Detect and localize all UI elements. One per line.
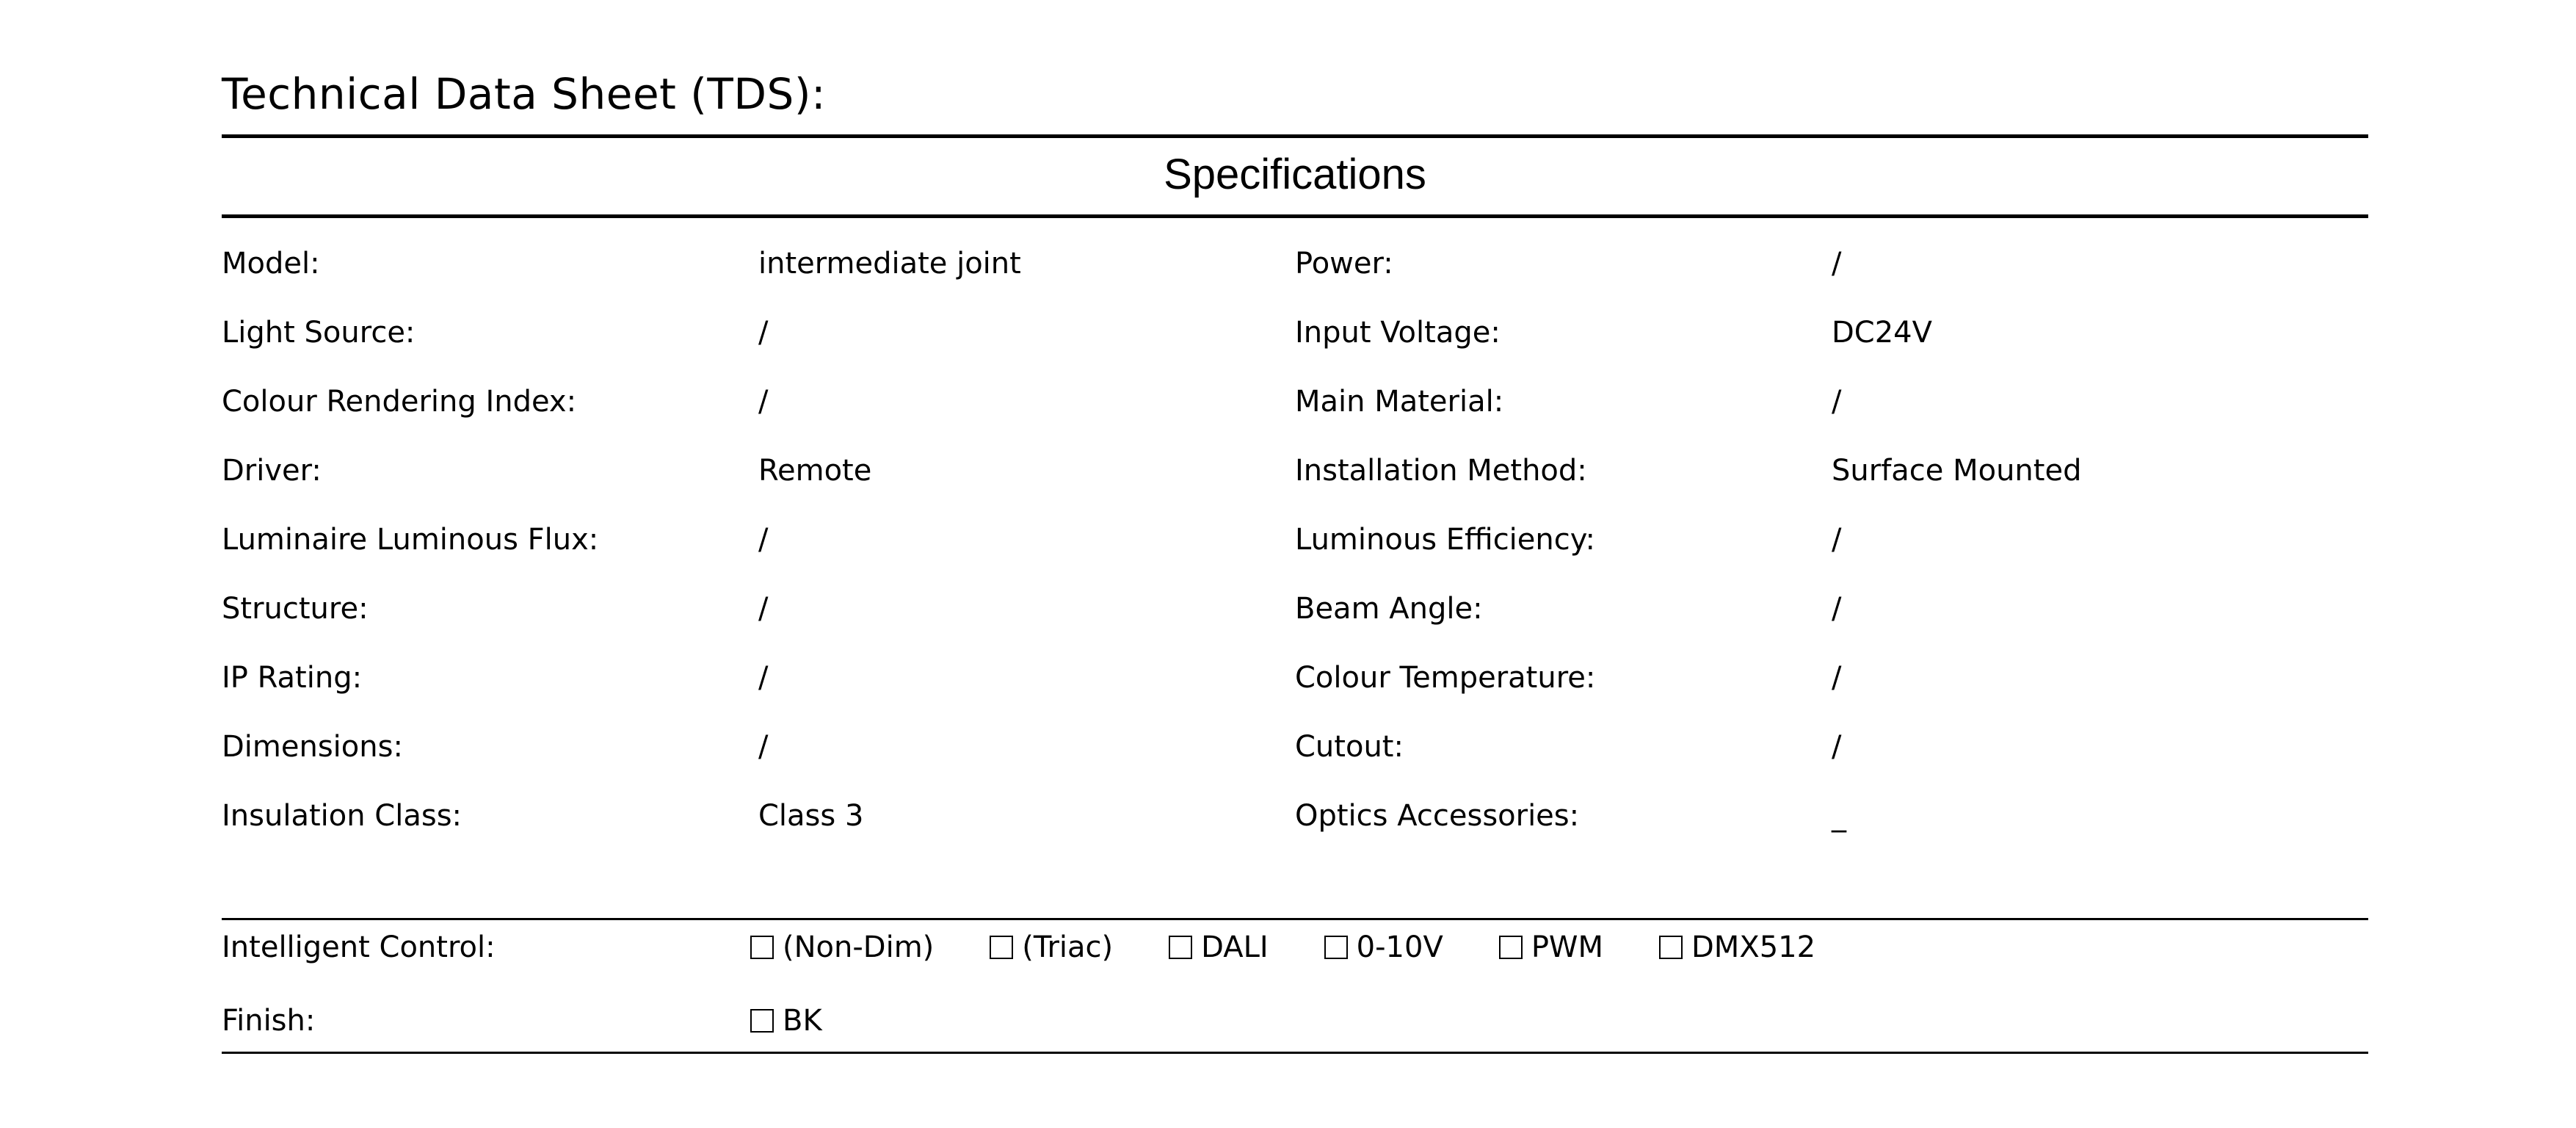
document-title: Technical Data Sheet (TDS): bbox=[222, 69, 827, 119]
spec-row bbox=[222, 574, 2368, 643]
control-option-0-10v[interactable] bbox=[1324, 930, 1443, 964]
finish-row bbox=[222, 984, 2368, 1058]
intelligent-control-label: Intelligent Control: bbox=[222, 930, 496, 964]
option-label: (Triac) bbox=[1022, 930, 1114, 964]
finish-option-bk[interactable] bbox=[750, 1004, 822, 1038]
spec-label: Luminous Efficiency: bbox=[1295, 523, 1595, 557]
spec-row bbox=[222, 229, 2368, 298]
spec-label: Beam Angle: bbox=[1295, 592, 1483, 626]
spec-label: Input Voltage: bbox=[1295, 316, 1501, 350]
spec-label: IP Rating: bbox=[222, 661, 363, 695]
spec-label: Installation Method: bbox=[1295, 454, 1587, 488]
spec-label: Cutout: bbox=[1295, 730, 1404, 764]
control-option-triac[interactable] bbox=[990, 930, 1113, 964]
spec-row bbox=[222, 781, 2368, 850]
spec-label: Model: bbox=[222, 247, 320, 281]
spec-value: / bbox=[758, 316, 769, 350]
technical-data-sheet bbox=[222, 0, 2368, 1128]
spec-value: / bbox=[758, 523, 769, 557]
control-option-pwm[interactable] bbox=[1499, 930, 1603, 964]
spec-label: Dimensions: bbox=[222, 730, 403, 764]
option-label: DALI bbox=[1201, 930, 1269, 964]
specifications-heading: Specifications bbox=[1164, 151, 1426, 198]
options-bottom-divider bbox=[222, 1052, 2368, 1054]
spec-value: / bbox=[1832, 592, 1842, 626]
checkbox[interactable] bbox=[990, 936, 1013, 959]
spec-row bbox=[222, 643, 2368, 712]
spec-label: Optics Accessories: bbox=[1295, 799, 1580, 833]
specifications-divider bbox=[222, 214, 2368, 218]
spec-value: / bbox=[758, 592, 769, 626]
checkbox[interactable] bbox=[1659, 936, 1683, 959]
option-label: DMX512 bbox=[1691, 930, 1816, 964]
spec-value: / bbox=[758, 730, 769, 764]
spec-row bbox=[222, 505, 2368, 574]
spec-label: Power: bbox=[1295, 247, 1393, 281]
control-option-dali[interactable] bbox=[1169, 930, 1269, 964]
checkbox[interactable] bbox=[1499, 936, 1523, 959]
checkbox[interactable] bbox=[1324, 936, 1348, 959]
spec-label: Structure: bbox=[222, 592, 369, 626]
spec-label: Driver: bbox=[222, 454, 322, 488]
spec-value: / bbox=[1832, 661, 1842, 695]
spec-value: / bbox=[758, 661, 769, 695]
finish-label: Finish: bbox=[222, 1004, 316, 1038]
spec-value: / bbox=[1832, 730, 1842, 764]
option-label: BK bbox=[783, 1004, 822, 1038]
spec-value: / bbox=[1832, 247, 1842, 281]
checkbox[interactable] bbox=[750, 1009, 774, 1033]
spec-value: DC24V bbox=[1832, 316, 1932, 350]
spec-value: _ bbox=[1832, 799, 1846, 833]
spec-value: Surface Mounted bbox=[1832, 454, 2082, 488]
spec-label: Light Source: bbox=[222, 316, 416, 350]
control-option-dmx512[interactable] bbox=[1659, 930, 1815, 964]
intelligent-control-options bbox=[750, 911, 1871, 984]
checkbox[interactable] bbox=[1169, 936, 1192, 959]
option-label: PWM bbox=[1531, 930, 1603, 964]
spec-row bbox=[222, 712, 2368, 781]
spec-label: Luminaire Luminous Flux: bbox=[222, 523, 599, 557]
intelligent-control-row bbox=[222, 911, 2368, 984]
spec-row bbox=[222, 367, 2368, 436]
spec-label: Main Material: bbox=[1295, 385, 1504, 419]
spec-value: / bbox=[1832, 523, 1842, 557]
spec-value: Remote bbox=[758, 454, 872, 488]
spec-value: / bbox=[758, 385, 769, 419]
spec-value: Class 3 bbox=[758, 799, 864, 833]
spec-label: Colour Temperature: bbox=[1295, 661, 1596, 695]
spec-value: / bbox=[1832, 385, 1842, 419]
spec-row bbox=[222, 436, 2368, 505]
spec-row bbox=[222, 298, 2368, 367]
spec-label: Insulation Class: bbox=[222, 799, 462, 833]
option-label: 0-10V bbox=[1356, 930, 1443, 964]
finish-options bbox=[750, 984, 878, 1058]
spec-label: Colour Rendering Index: bbox=[222, 385, 577, 419]
option-label: (Non-Dim) bbox=[783, 930, 935, 964]
spec-value: intermediate joint bbox=[758, 247, 1021, 281]
control-option-non-dim[interactable] bbox=[750, 930, 934, 964]
checkbox[interactable] bbox=[750, 936, 774, 959]
title-divider bbox=[222, 134, 2368, 138]
